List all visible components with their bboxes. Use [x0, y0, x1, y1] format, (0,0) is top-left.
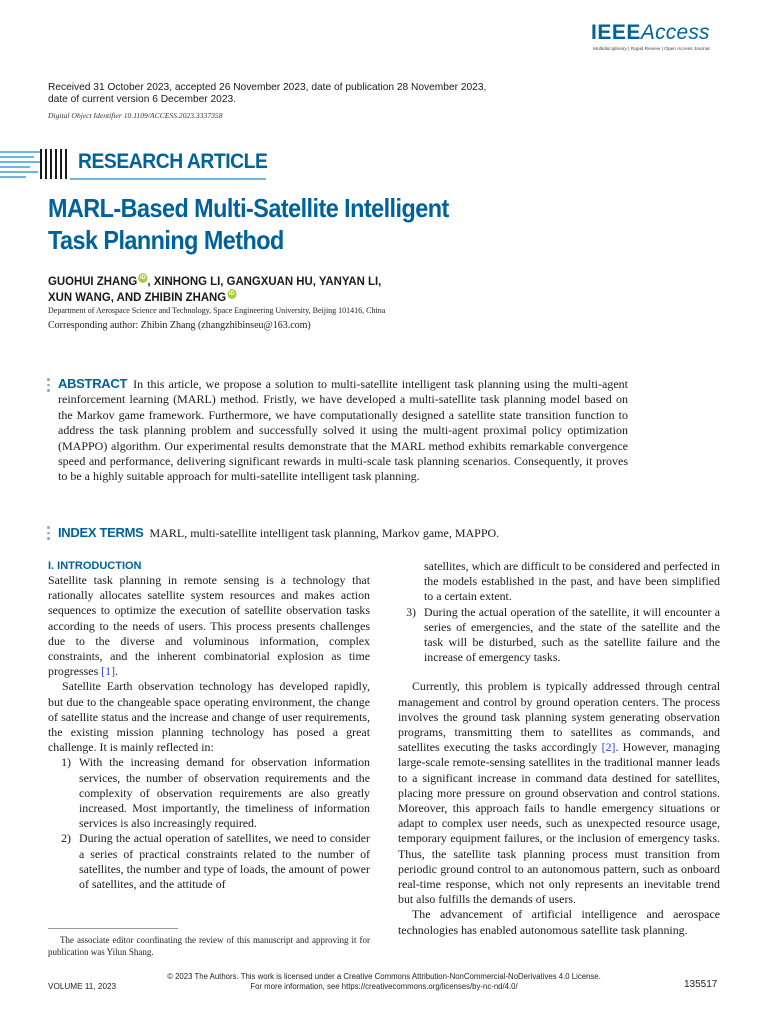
list-item — [48, 755, 370, 831]
abstract-dots-icon — [47, 378, 50, 395]
intro-paragraph-4: The advancement of artificial intelligence and aerospace technologies has enabled autonomous satellite task planning. — [398, 907, 720, 937]
license-line-1: © 2023 The Authors. This work is licensed under a Creative Commons Attribution-NonCommercial-NoDerivatives 4.0 License. — [167, 972, 601, 981]
volume-label: VOLUME 11, 2023 — [48, 982, 117, 991]
index-terms-text: MARL, multi-satellite intelligent task planning, Markov game, MAPPO. — [149, 526, 500, 540]
intro-paragraph-3 — [398, 679, 720, 907]
paragraph-text: Satellite task planning in remote sensing is a technology that rationally allocates satellite system resources and makes action sequences to optimize the execution of satellite observation tasks according to the needs of users. This process presents challenges due to the diverse and voluminous information, complex constraints, and the inherent combinatorial explosion as time progresses — [48, 573, 370, 679]
index-terms — [58, 525, 658, 541]
logo-italic-text: Access — [640, 21, 710, 44]
title-line-2: Task Planning Method — [48, 225, 284, 255]
index-terms-dots-icon — [47, 526, 50, 543]
author-names: , XINHONG LI, GANGXUAN HU, YANYAN LI, — [147, 274, 382, 288]
page-number: 135517 — [684, 979, 718, 990]
journal-logo — [591, 22, 710, 44]
list-number: 3) — [406, 604, 416, 619]
intro-paragraph-2: Satellite Earth observation technology has developed rapidly, but due to the changeable space operating environment, the change of satellite status and the increase and change of user requirements, the existing mission planning technology has posed a great challenge. It is mainly reflected in: — [48, 679, 370, 755]
license-footer — [140, 972, 628, 992]
left-column — [48, 559, 370, 892]
citation-link[interactable]: [1] — [101, 664, 116, 679]
editor-footnote: The associate editor coordinating the review of this manuscript and approving it for publication was Yilun Shang. — [48, 935, 370, 957]
author-list — [48, 273, 434, 305]
section-heading-introduction: I. INTRODUCTION — [48, 560, 142, 572]
orcid-icon[interactable]: iD — [228, 291, 235, 297]
list-item-text: During the actual operation of the satellite, it will encounter a series of emergencies, and the state of the satellite and the task will be disturbed, such as the satellite failure and the increase of emergency tasks. — [424, 604, 720, 665]
journal-tagline: Multidisciplinary | Rapid Review | Open Access Journal — [593, 47, 710, 52]
paragraph-text-end: . — [115, 664, 119, 679]
received-dates: Received 31 October 2023, accepted 26 November 2023, date of publication 28 November 2023, date of current version 6 December 2023. — [48, 82, 487, 105]
list-item-continuation — [398, 559, 720, 605]
orcid-icon[interactable]: iD — [140, 275, 146, 281]
abstract — [58, 376, 628, 485]
footnote-rule — [48, 928, 178, 929]
paragraph-text: Currently, this problem is typically addressed through central management and control by ground operation centers. The process involves the ground task planning system generating observation programs, transmitting them to satellites as commands, and satellites executing the tasks accordingly — [398, 679, 720, 755]
list-indent — [398, 559, 424, 605]
list-item-text: With the increasing demand for observation information services, the number of observation requirements and the complexity of observation requirements are also greatly increased. Most importantly, the timeliness of information services is also increasingly required. — [79, 755, 370, 831]
author-name: GUOHUI ZHANG — [48, 274, 138, 288]
right-column — [398, 559, 720, 938]
corresponding-author: Corresponding author: Zhibin Zhang (zhangzhibinseu@163.com) — [48, 320, 311, 331]
title-line-1: MARL-Based Multi-Satellite Intelligent — [48, 193, 449, 223]
list-number: 1) — [61, 755, 71, 770]
list-item-text: satellites, which are difficult to be considered and perfected in the models established in the past, and have been simplified to a certain extent. — [424, 559, 720, 604]
list-number: 2) — [61, 831, 71, 846]
affiliation: Department of Aerospace Science and Technology, Space Engineering University, Beijing 101416, China — [48, 306, 386, 315]
paper-title — [48, 192, 552, 256]
license-line-2[interactable]: For more information, see https://creativecommons.org/licenses/by-nc-nd/4.0/ — [250, 982, 518, 991]
paragraph-text-end: . However, managing large-scale remote-sensing satellites in the traditional manner leads to a significant increase in command data destined for satellites, placing more pressure on ground observation and control stations. Moreover, this approach fails to handle emergency situations or adapt to complex user needs, such as unexpected resource usage, temporary equipment failures, or the inclusion of emergency tasks. Thus, the satellite task planning process must transition from periodic ground control to an autonomous pattern, such as onboard real-time response, which not only represents an inevitable trend but also fulfills the demands of users. — [398, 740, 721, 907]
index-terms-label: INDEX TERMS — [58, 525, 144, 540]
intro-paragraph-1 — [48, 573, 370, 679]
abstract-text: In this article, we propose a solution to multi-satellite intelligent task planning using the multi-agent reinforcement learning (MARL) method. Fristly, we have developed a multi-satellite task planning model based on the Markov game framework. Furthermore, we have computationally designed a satellite state transition function to address the task planning problem and successfully solved it using the multi-agent proximal policy optimization (MAPPO) algorithm. Our experimental results demonstrate that the MARL method exhibits remarkable convergence speed and performance, delivering significant rewards in multi-scale task planning scenarios. Consequently, it proves to be a highly suitable approach for multi-satellite intelligent task planning. — [58, 377, 628, 484]
logo-bold-text: IEEE — [591, 21, 641, 44]
author-names: XUN WANG, AND ZHIBIN ZHANG — [48, 290, 227, 304]
list-item-text: During the actual operation of satellites, we need to consider a series of practical constraints related to the number of satellites, the number and type of loads, the amount of power of satellites, and the attitude of — [79, 831, 370, 892]
article-type-label: RESEARCH ARTICLE — [78, 150, 268, 173]
abstract-label: ABSTRACT — [58, 376, 128, 391]
doi-line: Digital Object Identifier 10.1109/ACCESS.2023.3337358 — [48, 111, 223, 120]
citation-link[interactable]: [2] — [601, 740, 616, 755]
list-item — [398, 605, 720, 666]
list-item — [48, 831, 370, 892]
